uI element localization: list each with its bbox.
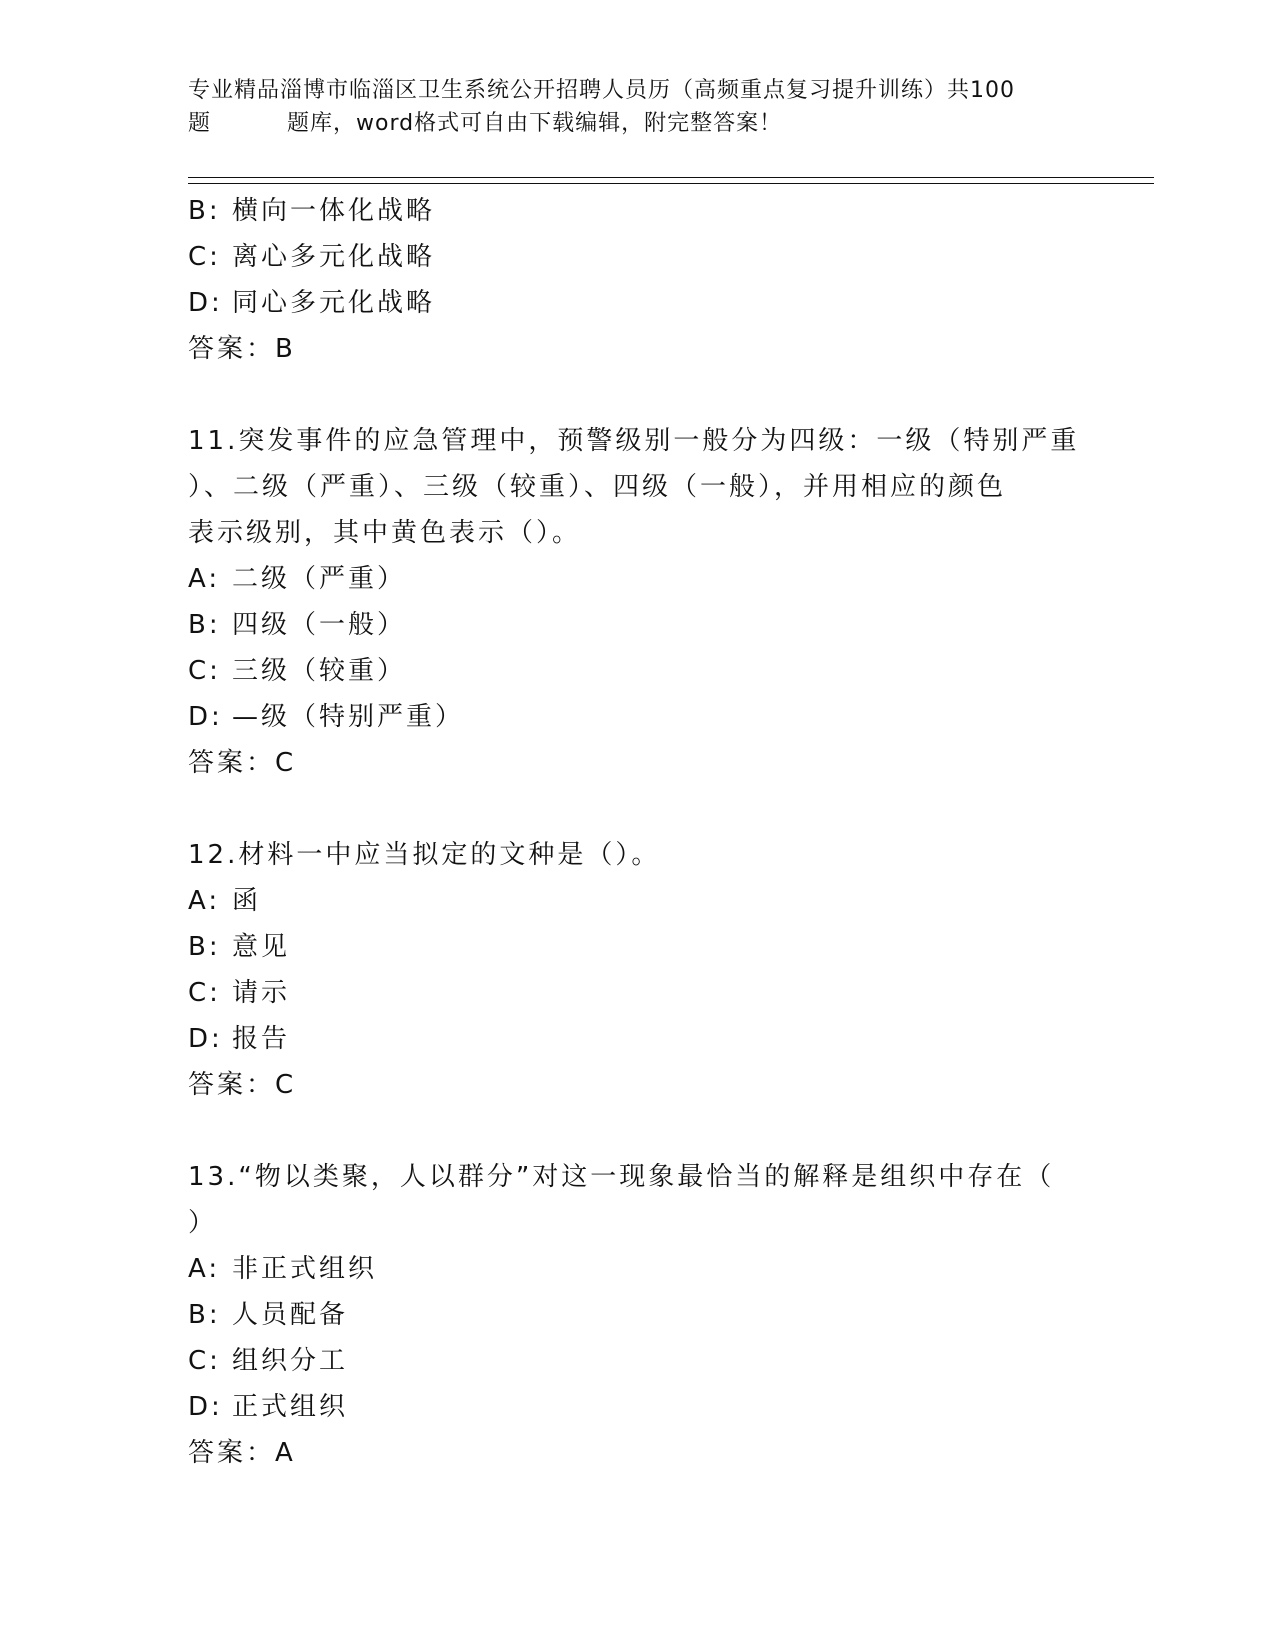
answer-line: 答案：C: [188, 748, 297, 778]
header-line-1: 专业精品淄博市临淄区卫生系统公开招聘人员历（高频重点复习提升训练）共100: [188, 78, 1015, 103]
option-d: D: 报告: [188, 1024, 291, 1054]
option-d: D: —级（特别严重）: [188, 702, 465, 732]
option-d: D: 同心多元化战略: [188, 288, 436, 318]
option-c: C: 离心多元化战略: [188, 242, 436, 272]
header-rule-top: [188, 177, 1154, 178]
option-b: B: 四级（一般）: [188, 610, 407, 640]
option-d: D: 正式组织: [188, 1392, 349, 1422]
question-10-tail: [188, 188, 1088, 372]
answer-line: 答案：C: [188, 1070, 297, 1100]
question-12: [188, 832, 1088, 1108]
question-text-line: 表示级别，其中黄色表示（）。: [188, 518, 582, 548]
header-line-2: [188, 107, 1088, 140]
question-text-line: ）、二级（严重）、三级（较重）、四级（一般），并用相应的颜色: [188, 472, 1007, 502]
header-line-2-left: 题: [188, 111, 212, 136]
header-line-2-right: 题库，word格式可自由下载编辑，附完整答案！: [287, 111, 783, 136]
option-c: C: 请示: [188, 978, 291, 1008]
option-a: A: 非正式组织: [188, 1254, 378, 1284]
question-text-line: 12.材料一中应当拟定的文种是（）。: [188, 840, 661, 870]
page-header: [188, 74, 1088, 140]
option-b: B: 横向一体化战略: [188, 196, 436, 226]
answer-line: 答案：A: [188, 1438, 296, 1468]
question-text-line: 13.“物以类聚，人以群分”对这一现象最恰当的解释是组织中存在（: [188, 1162, 1055, 1192]
question-list: [188, 188, 1088, 1476]
option-a: A: 二级（严重）: [188, 564, 407, 594]
question-text-line: 11.突发事件的应急管理中，预警级别一般分为四级：一级（特别严重: [188, 426, 1080, 456]
header-rule-bottom: [188, 183, 1154, 184]
question-11: [188, 418, 1088, 786]
option-a: A: 函: [188, 886, 262, 916]
option-c: C: 组织分工: [188, 1346, 349, 1376]
option-b: B: 人员配备: [188, 1300, 349, 1330]
question-13: [188, 1154, 1088, 1476]
option-c: C: 三级（较重）: [188, 656, 407, 686]
option-b: B: 意见: [188, 932, 291, 962]
question-text-line: ）: [188, 1208, 218, 1238]
answer-line: 答案：B: [188, 334, 296, 364]
